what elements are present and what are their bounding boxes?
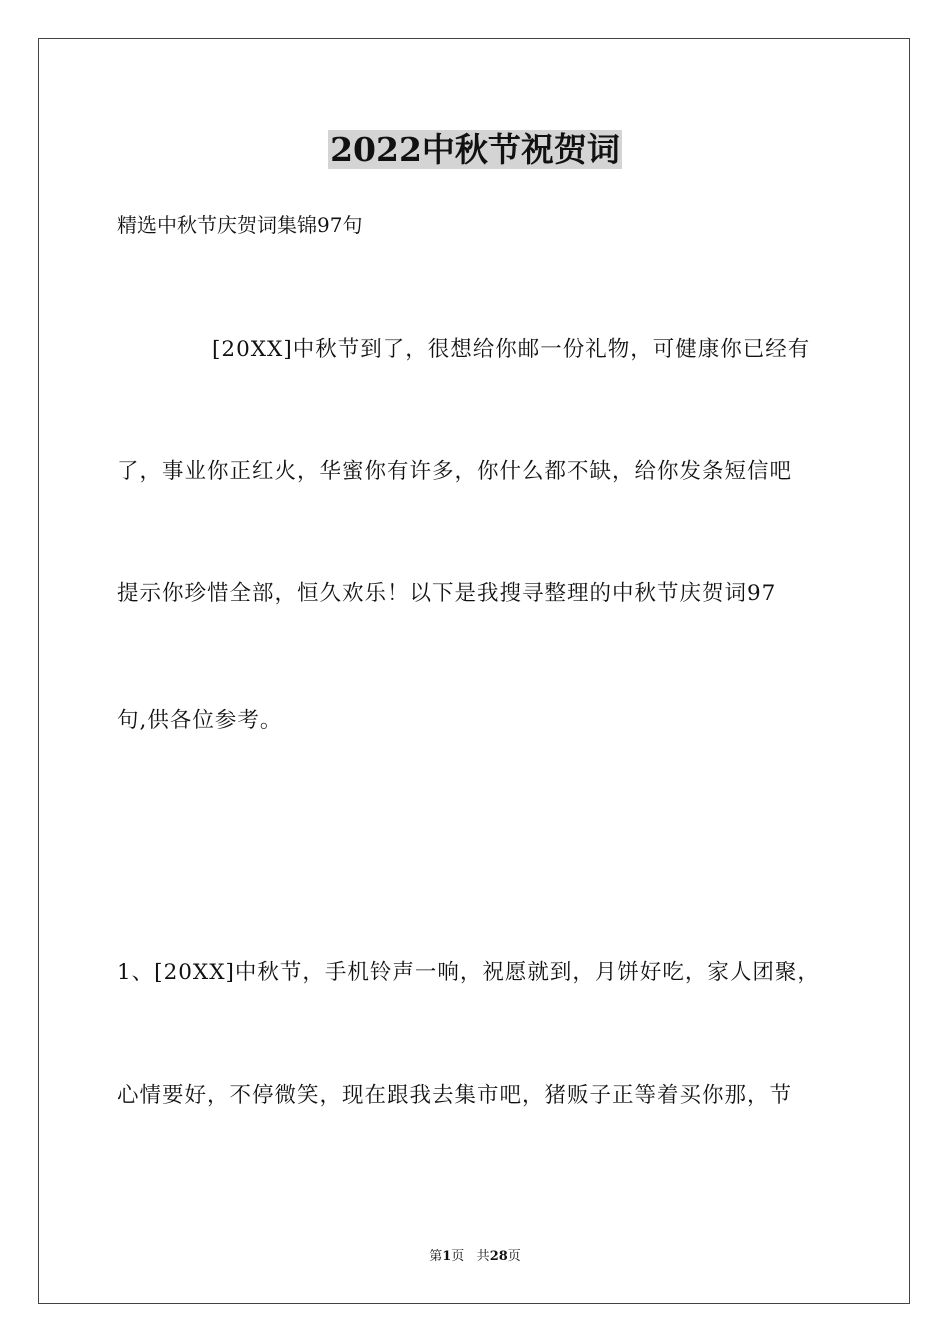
paragraph-line-2: 了，事业你正红火，华蜜你有许多，你什么都不缺，给你发条短信吧 [117,459,793,484]
paragraph-line-5: 1、[20XX]中秋节，手机铃声一响，祝愿就到，月饼好吃，家人团聚， [117,960,820,985]
page-footer [0,1247,950,1267]
document-title-text: 2022中秋节祝贺词 [330,130,620,169]
paragraph-line-3: 提示你珍惜全部，恒久欢乐！以下是我搜寻整理的中秋节庆贺词97 [117,581,777,606]
footer-total-prefix: 共 [476,1249,490,1264]
paragraph-line-1: [20XX]中秋节到了，很想给你邮一份礼物，可健康你已经有 [212,337,811,362]
paragraph-line-4: 句,供各位参考。 [117,708,283,733]
footer-page-number: 1 [442,1249,452,1264]
paragraph-line-6: 心情要好，不停微笑，现在跟我去集市吧，猪贩子正等着买你那，节 [117,1083,793,1108]
footer-page-suffix: 页 [451,1249,465,1264]
footer-total-suffix: 页 [507,1249,521,1264]
footer-total-pages: 28 [489,1249,508,1264]
document-subtitle: 精选中秋节庆贺词集锦97句 [117,213,363,237]
footer-page-prefix: 第 [429,1249,443,1264]
document-title [0,128,950,172]
